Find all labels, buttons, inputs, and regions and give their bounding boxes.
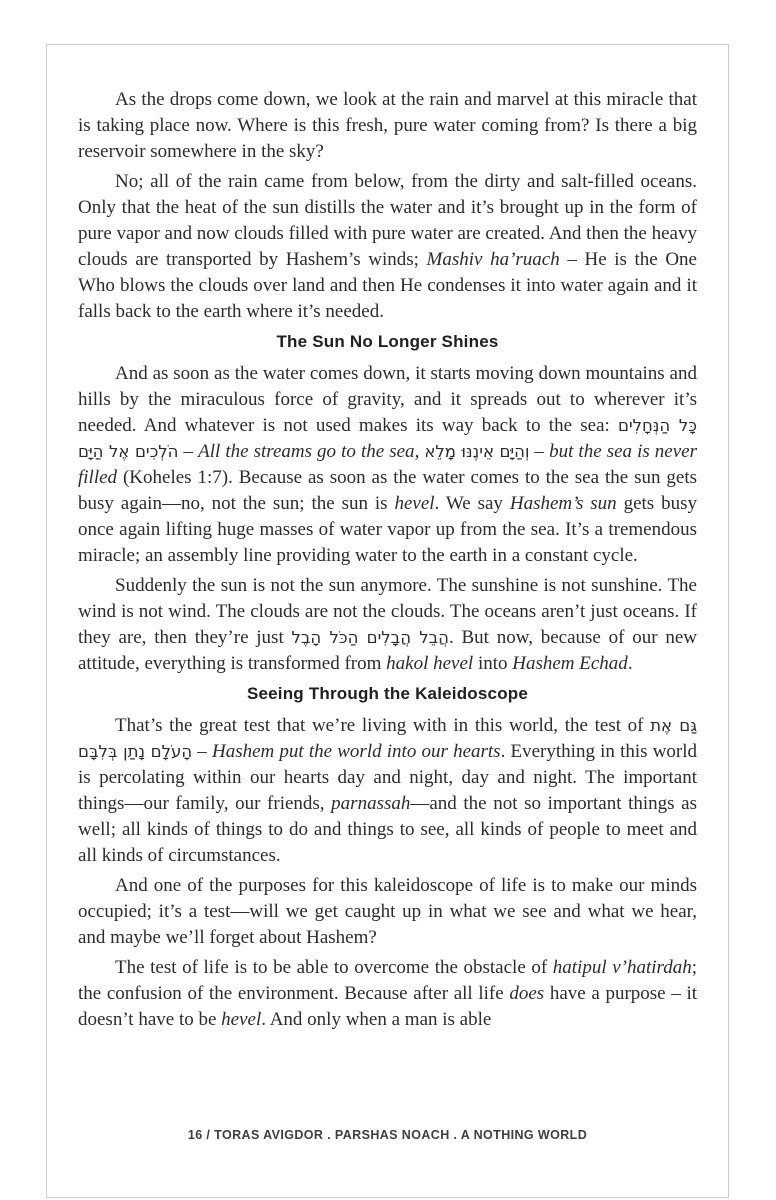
text-run: . Everything in this world is percolating within our hearts day and night, day and night. The important things—our family, our friends, [78,741,698,814]
italic-term: All the streams go to the sea [198,441,415,462]
italic-term: hatipul v’hatirdah [552,957,692,978]
italic-term: hevel [221,1009,262,1030]
text-column [78,87,697,1037]
hebrew-phrase: גַּם אֶת הָעֹלָם נָתַן בְּלִבָּם [78,716,698,761]
text-run: . We say [434,493,510,514]
text-run: . But now, because of our new attitude, everything is transformed from [78,627,697,674]
text-run: (Koheles 1:7). Because as soon as the water comes to the sea the sun gets busy again—no, not the sun; the sun is [78,467,697,514]
text-run: – [529,441,550,462]
text-run: – [178,441,199,462]
text-run: And one of the purposes for this kaleidoscope of life is to make our minds occupied; it’s a test—will we get caught up in what we see and what we hear, and maybe we’ll forget about Hashem? [78,875,697,948]
paragraph-6 [78,873,697,951]
text-run: The test of life is to be able to overcome the obstacle of [115,957,553,978]
text-run: – He is the One Who blows the clouds over land and then He condenses it into water again and it falls back to the earth where it’s needed. [78,249,697,322]
section-heading-2: Seeing Through the Kaleidoscope [246,684,529,703]
paragraph-1 [78,87,697,165]
text-run: —and the not so important things as well; all kinds of things to do and things to see, all kinds of people to meet and all kinds of circumstances. [78,793,697,866]
text-run: , [414,441,425,462]
text-run: No; all of the rain came from below, from the dirty and salt-filled oceans. Only that the heat of the sun distills the water and it’s brought up in the form of pure vapor and now clouds filled with pure water are created. And then the heavy clouds are transported by Hashem’s winds; [78,171,697,270]
paragraph-7 [78,955,697,1033]
text-run: And as soon as the water comes down, it starts moving down mountains and hills by the miraculous force of gravity, and it spreads out to wherever it’s needed. And whatever is not used makes its way back to the sea: [78,363,697,436]
italic-term: parnassah [331,793,411,814]
italic-term: Mashiv ha’ruach [426,249,560,270]
paragraph-4 [78,573,697,677]
hebrew-phrase: כָּל הַנְּחָלִים הֹלְכִים אֶל הַיָּם [78,416,697,461]
italic-term: but the sea is never filled [78,441,698,488]
text-run: That’s the great test that we’re living with in this world, the test of [115,715,651,736]
hebrew-phrase: וְהַיָּם אֵינֶנּוּ מָלֵא [424,442,530,461]
text-run: – [192,741,212,762]
text-run: into [473,653,513,674]
text-run: Suddenly the sun is not the sun anymore. The sunshine is not sunshine. The wind is not wind. The clouds are not the clouds. The oceans aren’t just oceans. If they are, then they’re just [78,575,697,648]
text-run: . And only when a man is able [261,1009,492,1030]
section-heading-1: The Sun No Longer Shines [276,332,499,351]
paragraph-3 [78,361,697,569]
italic-term: hakol hevel [386,653,474,674]
italic-term: Hashem put the world into our hearts [211,741,501,762]
italic-term: Hashem Echad [512,653,628,674]
hebrew-phrase: הֲבֵל הֲבָלִים הַכֹּל הָבֶל [291,628,449,647]
italic-term: hevel [394,493,435,514]
text-run: As the drops come down, we look at the rain and marvel at this miracle that is taking place now. Where is this fresh, pure water coming from? Is there a big reservoir somewhere in the sky? [78,89,697,162]
text-run: have a purpose – it doesn’t have to be [78,983,697,1030]
paragraph-2 [78,169,697,325]
page-footer: 16 / TORAS AVIGDOR . PARSHAS NOACH . A NOTHING WORLD [187,1128,588,1142]
text-run: ; the confusion of the environment. Because after all life [78,957,697,1004]
paragraph-5 [78,713,697,869]
italic-term: Hashem’s sun [509,493,617,514]
text-run: gets busy once again lifting huge masses of water vapor up from the sea. It’s a tremendous miracle; an assembly line providing water to the earth in a constant cycle. [78,493,697,566]
text-run: . [627,653,633,674]
document-page [46,44,729,1198]
italic-term: does [509,983,545,1004]
